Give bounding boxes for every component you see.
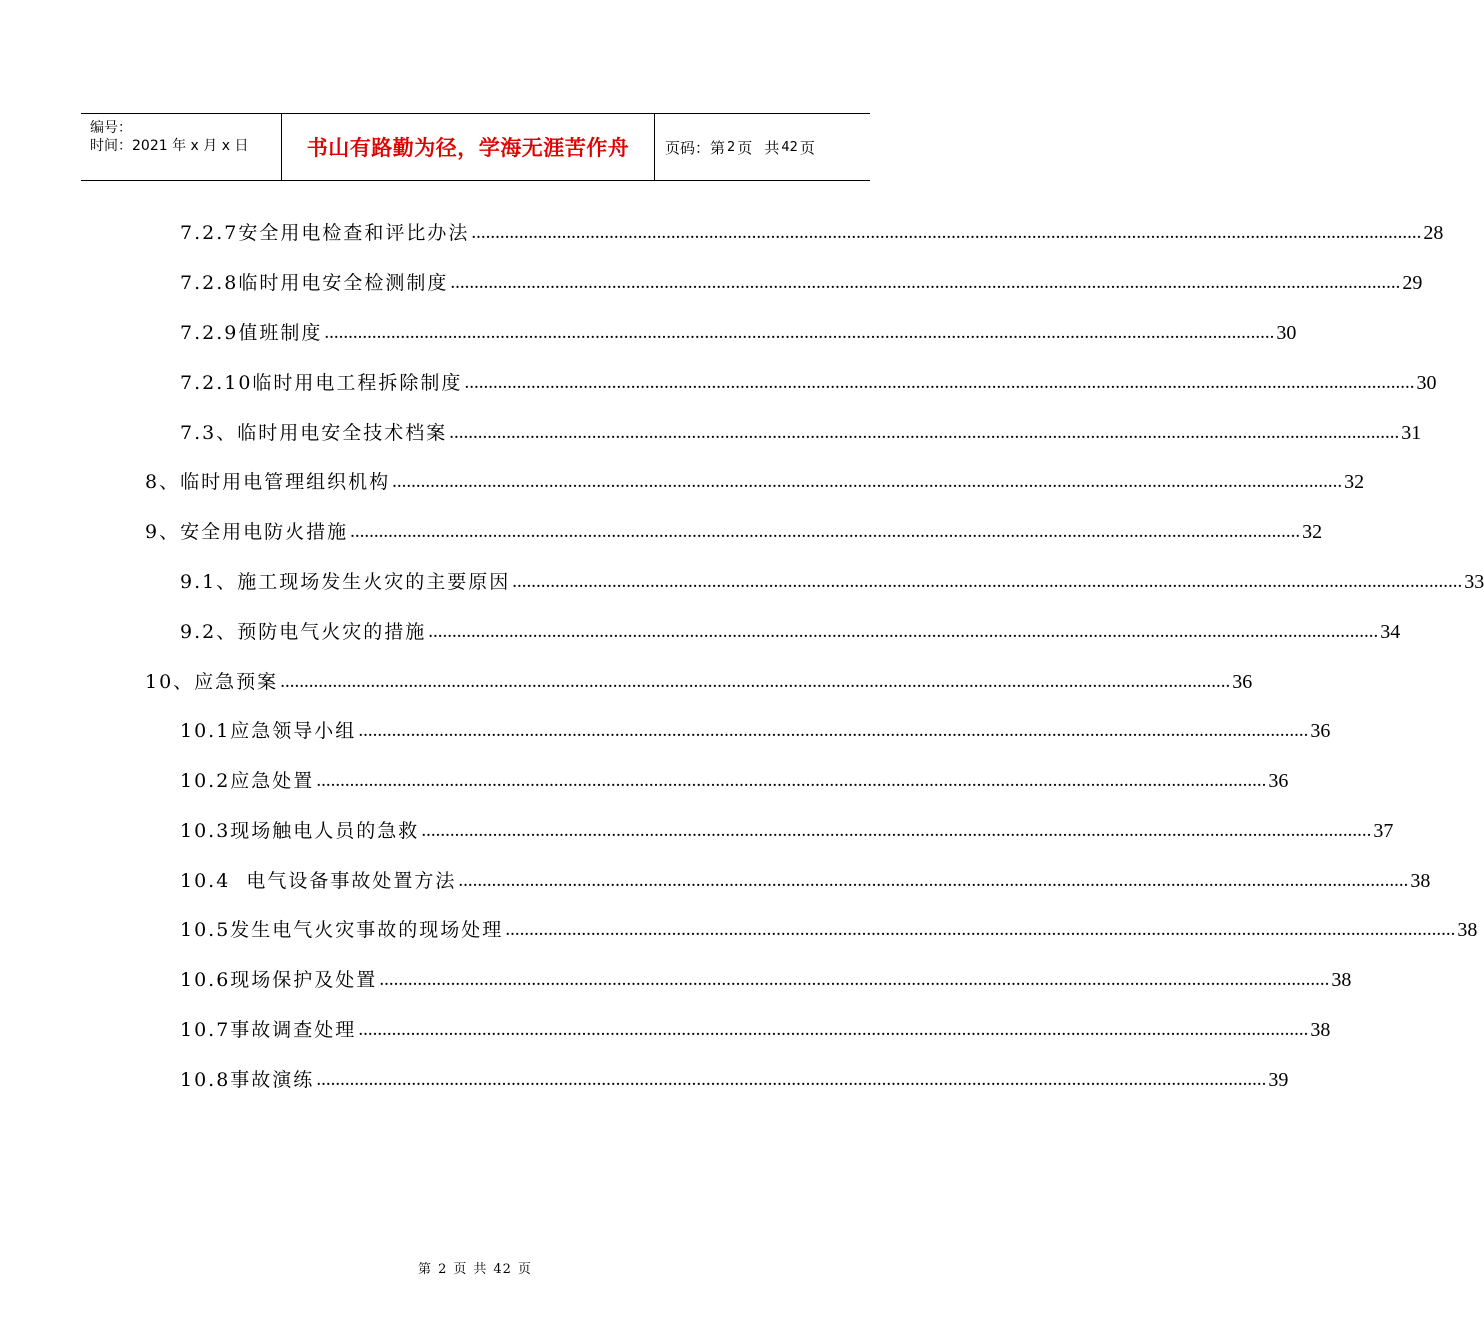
toc-entry[interactable] [180,268,1423,298]
toc-entry[interactable] [180,1015,1331,1045]
toc-leader-dots: ........................................................................................................................................................................................................ [316,1069,1267,1090]
toc-leader-dots: ........................................................................................................................................................................................................ [512,571,1463,592]
document-time-label: 时间：2021 年 x 月 x 日 [90,138,249,154]
footer-mid: 页 [453,1262,468,1277]
toc-entry-page: 32 [1302,521,1323,543]
toc-entry-page: 39 [1268,1069,1289,1091]
toc-entry-label: 10.2应急处置 [180,770,315,792]
header-meta [81,114,281,180]
header-motto: 书山有路勤为径，学海无涯苦作舟 [306,136,630,160]
toc-entry-page: 38 [1410,870,1431,892]
footer-suffix: 页 [517,1262,532,1277]
toc-leader-dots: ........................................................................................................................................................................................................ [379,969,1330,990]
toc-leader-dots: ........................................................................................................................................................................................................ [358,720,1309,741]
header-page-total-prefix: 共 [764,138,780,157]
toc-entry[interactable] [180,218,1444,248]
toc-entry-page: 33 [1464,571,1484,593]
toc-entry-page: 36 [1310,720,1331,742]
toc-entry[interactable] [180,866,1431,896]
toc-leader-dots: ........................................................................................................................................................................................................ [458,870,1409,891]
header-page-suffix: 页 [799,138,815,157]
page-header [81,113,870,181]
toc-entry-label: 10.5发生电气火灾事故的现场处理 [180,919,504,941]
toc-entry-label: 9.2、预防电气火灾的措施 [180,621,427,643]
toc-leader-dots: ........................................................................................................................................................................................................ [421,820,1372,841]
toc-entry[interactable] [180,716,1331,746]
toc-leader-dots: ........................................................................................................................................................................................................ [505,919,1456,940]
toc-entry-label: 7.2.9值班制度 [180,322,323,344]
toc-entry-page: 28 [1423,222,1444,244]
toc-entry-page: 38 [1457,919,1478,941]
toc-entry[interactable] [180,318,1297,348]
toc-leader-dots: ........................................................................................................................................................................................................ [471,222,1422,243]
toc-leader-dots: ........................................................................................................................................................................................................ [280,671,1231,692]
toc-entry-page: 36 [1268,770,1289,792]
header-page-total: 42 [781,139,798,155]
toc-leader-dots: ........................................................................................................................................................................................................ [358,1019,1309,1040]
toc-entry[interactable] [180,766,1289,796]
toc-entry-page: 29 [1402,272,1423,294]
toc-entry-label: 7.2.8临时用电安全检测制度 [180,272,449,294]
toc-entry[interactable] [180,965,1352,995]
toc-leader-dots: ........................................................................................................................................................................................................ [464,372,1415,393]
toc-entry[interactable] [180,418,1422,448]
toc-entry-label: 8、临时用电管理组织机构 [145,471,391,493]
toc-entry-label: 10.1应急领导小组 [180,720,357,742]
toc-entry[interactable] [180,617,1401,647]
header-page-current: 2 [727,139,736,155]
toc-entry-label: 7.3、临时用电安全技术档案 [180,422,448,444]
toc-entry[interactable] [180,567,1484,597]
toc-entry-label: 10.3现场触电人员的急救 [180,820,420,842]
toc-leader-dots: ........................................................................................................................................................................................................ [324,322,1275,343]
toc-entry-page: 31 [1401,422,1422,444]
toc-entry[interactable] [180,915,1478,945]
footer-prefix: 第 [418,1262,433,1277]
toc-leader-dots: ........................................................................................................................................................................................................ [449,422,1400,443]
toc-leader-dots: ........................................................................................................................................................................................................ [316,770,1267,791]
footer-total-prefix: 共 [473,1262,488,1277]
toc-entry-label: 7.2.10临时用电工程拆除制度 [180,372,463,394]
toc-entry[interactable] [180,368,1437,398]
toc-entry[interactable] [145,667,1253,697]
toc-entry-page: 36 [1232,671,1253,693]
toc-entry[interactable] [180,1065,1289,1095]
toc-entry-page: 32 [1344,471,1365,493]
toc-entry[interactable] [145,467,1365,497]
toc-entry-label: 10.6现场保护及处置 [180,969,378,991]
document-number-label: 编号： [90,120,132,136]
toc-entry-label: 10.7事故调查处理 [180,1019,357,1041]
toc-entry-label: 9.1、施工现场发生火灾的主要原因 [180,571,511,593]
header-page-mid: 页 [737,138,753,157]
toc-entry-label: 7.2.7安全用电检查和评比办法 [180,222,470,244]
toc-entry-page: 30 [1276,322,1297,344]
toc-leader-dots: ........................................................................................................................................................................................................ [450,272,1401,293]
toc-leader-dots: ........................................................................................................................................................................................................ [428,621,1379,642]
toc-entry-label: 10、应急预案 [145,671,279,693]
header-page-prefix: 页码：第 [665,138,726,157]
toc-entry[interactable] [180,816,1394,846]
footer-page-current: 2 [438,1262,448,1277]
footer-page-total: 42 [493,1262,512,1277]
toc-leader-dots: ........................................................................................................................................................................................................ [350,521,1301,542]
toc-entry-page: 34 [1380,621,1401,643]
toc-entry-page: 37 [1373,820,1394,842]
toc-entry-page: 38 [1310,1019,1331,1041]
toc-leader-dots: ........................................................................................................................................................................................................ [392,471,1343,492]
toc-entry[interactable] [145,517,1323,547]
page-footer [0,1258,950,1277]
toc-entry-label: 10.8事故演练 [180,1069,315,1091]
toc-entry-page: 30 [1416,372,1437,394]
header-page-info [655,114,870,180]
toc-entry-label: 9、安全用电防火措施 [145,521,349,543]
toc-entry-page: 38 [1331,969,1352,991]
toc-entry-label: 10.4 电气设备事故处置方法 [180,870,457,892]
